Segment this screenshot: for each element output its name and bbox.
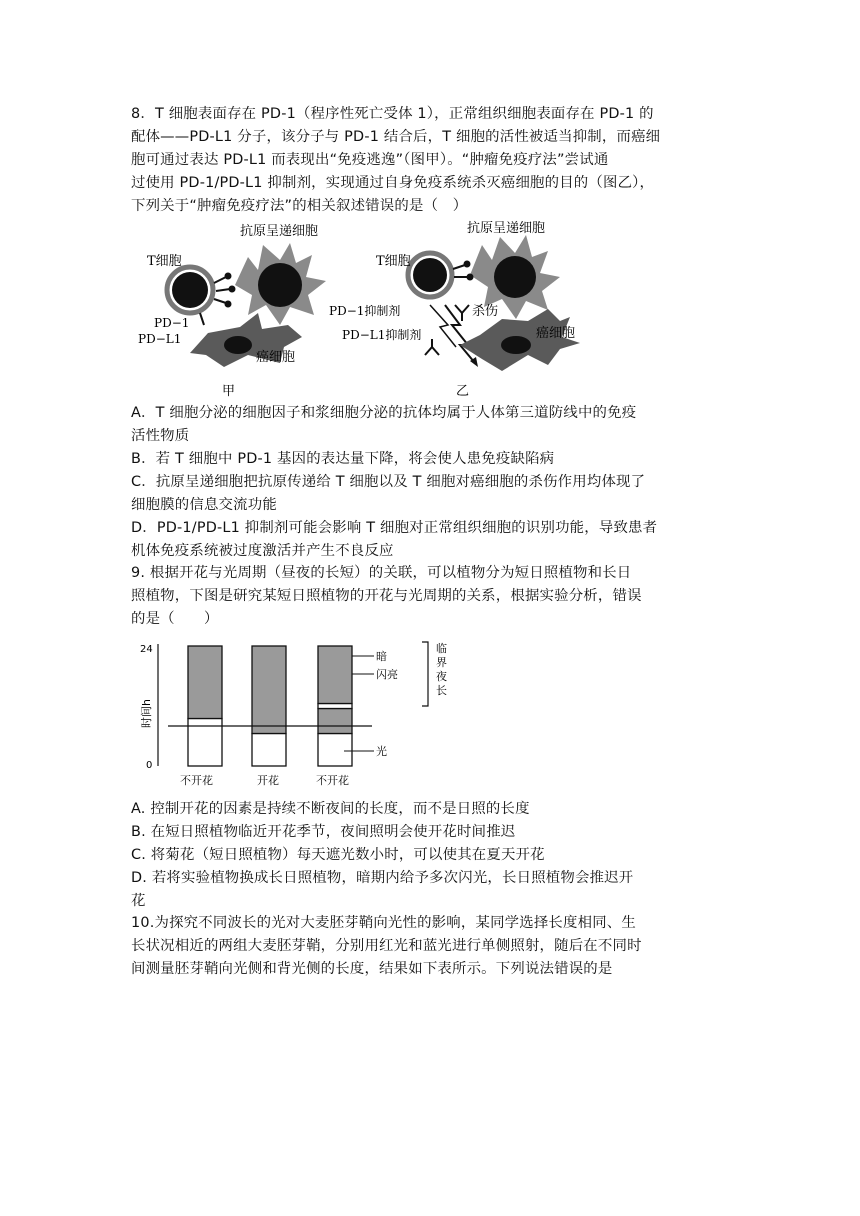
- y-tick-24: 24: [140, 644, 153, 655]
- apc-label-right: 抗原呈递细胞: [467, 221, 546, 236]
- q10-line-1: 10.为探究不同波长的光对大麦胚芽鞘向光性的影响，某同学选择长度相同、生: [131, 915, 636, 931]
- bar-3-segment-2: [318, 709, 352, 734]
- bar-3-segment-4: [318, 646, 352, 704]
- panel-jia: [138, 223, 326, 399]
- tcell-label-right: T细胞: [376, 254, 411, 269]
- category-label-3: 不开花: [316, 774, 349, 787]
- q10-line-3: 间测量胚芽鞘向光侧和背光侧的长度，结果如下表所示。下列说法错误的是: [131, 961, 613, 977]
- cancer-nucleus-left: [224, 336, 252, 354]
- q9-line-1: 9. 根据开花与光周期（昼夜的长短）的关联，可以植物分为短日照植物和长日: [131, 565, 632, 581]
- cancer-label-right: 癌细胞: [536, 326, 576, 341]
- bar-2-segment-1: [252, 734, 286, 767]
- bar-3-segment-3: [318, 704, 352, 709]
- cancer-label-left: 癌细胞: [256, 350, 296, 365]
- pd1-label: PD−1: [154, 316, 190, 330]
- q9-photoperiod-chart: [130, 636, 470, 796]
- q8-option-d-1: D．PD-1/PD-L1 抑制剂可能会影响 T 细胞对正常组织细胞的识别功能，导致患者: [131, 520, 658, 536]
- q8-line-1: 8．T 细胞表面存在 PD-1（程序性死亡受体 1），正常组织细胞表面存在 PD-1 的: [131, 106, 654, 122]
- legend-light: 光: [376, 745, 387, 758]
- pd1-inhibitor-label: PD−1抑制剂: [329, 304, 401, 318]
- q8-line-2: 配体——PD-L1 分子，该分子与 PD-1 结合后，T 细胞的活性被适当抑制，而癌细: [131, 129, 661, 145]
- kill-label: 杀伤: [472, 304, 499, 319]
- caption-jia: 甲: [222, 384, 236, 399]
- tcell-label-left: T细胞: [147, 254, 182, 269]
- bar-2-segment-2: [252, 646, 286, 734]
- panel-yi: [329, 220, 580, 399]
- q9-option-d-2: 花: [131, 893, 146, 909]
- q10-line-2: 长状况相近的两组大麦胚芽鞘，分别用红光和蓝光进行单侧照射，随后在不同时: [131, 938, 642, 954]
- q8-option-b: B．若 T 细胞中 PD-1 基因的表达量下降，将会使人患免疫缺陷病: [131, 451, 555, 467]
- q8-option-c-1: C．抗原呈递细胞把抗原传递给 T 细胞以及 T 细胞对癌细胞的杀伤作用均体现了: [131, 474, 646, 490]
- q8-option-a-2: 活性物质: [131, 428, 190, 444]
- q9-option-d-1: D. 若将实验植物换成长日照植物，暗期内给予多次闪光，长日照植物会推迟开: [131, 870, 634, 886]
- q8-line-3: 胞可通过表达 PD-L1 而表现出“免疫逃逸”（图甲）。“肿瘤免疫疗法”尝试通: [131, 152, 609, 168]
- tcell-nucleus-left: [172, 272, 208, 308]
- q9-line-3: 的是（ ）: [131, 611, 219, 627]
- y-tick-0: 0: [146, 760, 153, 771]
- q8-option-a-1: A．T 细胞分泌的细胞因子和浆细胞分泌的抗体均属于人体第三道防线中的免疫: [131, 405, 637, 421]
- q9-option-b: B. 在短日照植物临近开花季节，夜间照明会使开花时间推迟: [131, 824, 516, 840]
- cancer-nucleus-right: [501, 336, 531, 354]
- y-axis-label: 时间h: [140, 699, 153, 728]
- bars-group: [188, 646, 352, 766]
- caption-yi: 乙: [456, 384, 470, 399]
- bar-1-segment-2: [188, 646, 222, 719]
- apc-label-left: 抗原呈递细胞: [240, 224, 319, 239]
- pdl1-label: PD−L1: [138, 332, 182, 346]
- category-label-2: 开花: [257, 774, 279, 787]
- q8-line-5: 下列关于“肿瘤免疫疗法”的相关叙述错误的是（ ）: [131, 198, 468, 214]
- pdl1-inhibitor-label: PD−L1抑制剂: [342, 328, 422, 342]
- apc-nucleus-left: [258, 263, 302, 307]
- legend-dark: 暗: [376, 650, 387, 663]
- bar-3-segment-1: [318, 734, 352, 767]
- q8-line-4: 过使用 PD-1/PD-L1 抑制剂，实现通过自身免疫系统杀灭癌细胞的目的（图乙），: [131, 175, 655, 191]
- q8-option-c-2: 细胞膜的信息交流功能: [131, 497, 277, 513]
- bracket-label: 临界夜长: [436, 642, 447, 697]
- q9-line-2: 照植物，下图是研究某短日照植物的开花与光周期的关系，根据实验分析，错误: [131, 588, 642, 604]
- critical-night-bracket: [422, 642, 428, 706]
- q8-option-d-2: 机体免疫系统被过度激活并产生不良反应: [131, 543, 394, 559]
- legend-flash: 闪亮: [376, 668, 398, 681]
- tcell-nucleus-right: [413, 258, 447, 292]
- q9-option-a: A. 控制开花的因素是持续不断夜间的长度，而不是日照的长度: [131, 801, 530, 817]
- q9-option-c: C. 将菊花（短日照植物）每天遮光数小时，可以使其在夏天开花: [131, 847, 545, 863]
- apc-nucleus-right: [494, 256, 536, 298]
- kill-arrow: [445, 305, 475, 363]
- category-label-1: 不开花: [180, 774, 213, 787]
- q8-figure: [130, 215, 600, 400]
